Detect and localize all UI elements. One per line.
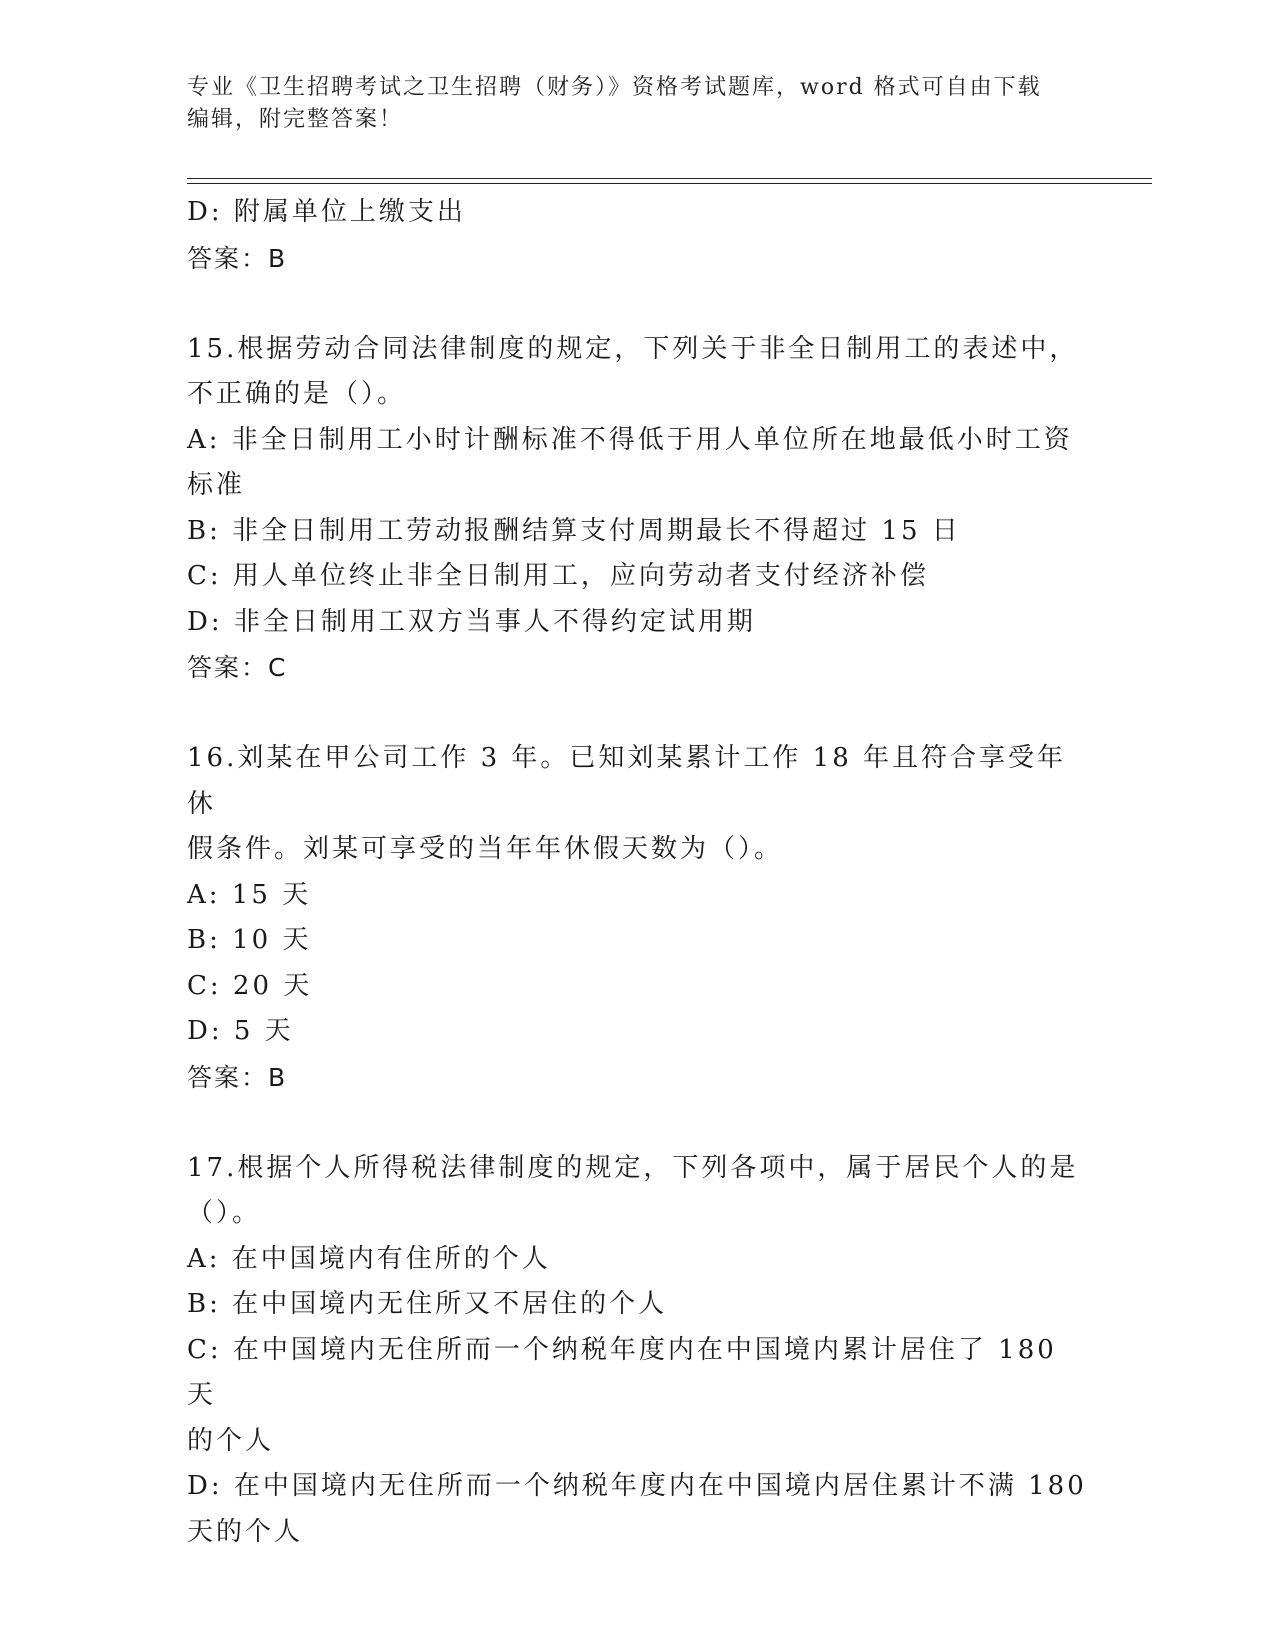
option-b: B: 10 天: [187, 925, 312, 955]
option-d-continued: 天的个人: [187, 1516, 304, 1547]
question-stem: 17.根据个人所得税法律制度的规定，下列各项中，属于居民个人的是: [187, 1152, 1079, 1183]
answer-line: 答案：B: [187, 243, 288, 273]
header-divider-top: [187, 178, 1152, 179]
previous-question-tail: [187, 190, 1087, 281]
spacer: [187, 1100, 1087, 1146]
question-stem-continued: 假条件。刘某可享受的当年年休假天数为（）。: [187, 834, 784, 864]
option-a: A: 15 天: [187, 879, 312, 910]
option-d: D: 在中国境内无住所而一个纳税年度内在中国境内居住累计不满 180: [187, 1471, 1087, 1501]
answer-line: 答案：C: [187, 653, 288, 682]
header-divider-bottom: [187, 183, 1152, 184]
option-d: D: 非全日制用工双方当事人不得约定试用期: [187, 606, 756, 637]
option-c: C: 用人单位终止非全日制用工，应向劳动者支付经济补偿: [187, 561, 929, 591]
option-c-continued: 的个人: [187, 1425, 275, 1456]
question-stem-continued: 不正确的是（）。: [187, 379, 407, 409]
question-content: [187, 190, 1087, 1555]
answer-line: 答案：B: [187, 1062, 288, 1092]
option-a-continued: 标准: [187, 470, 246, 500]
spacer: [187, 281, 1087, 327]
header-line-2: 编辑，附完整答案！: [187, 107, 404, 132]
option-a: A: 非全日制用工小时计酬标准不得低于用人单位所在地最低小时工资: [187, 424, 1073, 455]
document-header: [187, 72, 1087, 136]
option-d: D: 附属单位上缴支出: [187, 197, 466, 227]
question-16: [187, 736, 1087, 1100]
option-a: A: 在中国境内有住所的个人: [187, 1243, 551, 1274]
question-17: [187, 1146, 1087, 1556]
option-c: C: 在中国境内无住所而一个纳税年度内在中国境内累计居住了 180 天: [187, 1334, 1069, 1410]
option-d: D: 5 天: [187, 1016, 294, 1046]
spacer: [187, 691, 1087, 737]
question-stem: 15.根据劳动合同法律制度的规定，下列关于非全日制用工的表述中，: [187, 333, 1079, 364]
question-stem-continued: （）。: [187, 1198, 262, 1228]
header-line-1: 专业《卫生招聘考试之卫生招聘（财务）》资格考试题库，word 格式可自由下载: [187, 75, 1042, 100]
option-b: B: 在中国境内无住所又不居住的个人: [187, 1289, 668, 1319]
option-b: B: 非全日制用工劳动报酬结算支付周期最长不得超过 15 日: [187, 515, 961, 546]
option-c: C: 20 天: [187, 970, 313, 1001]
question-15: [187, 327, 1087, 691]
question-stem: 16.刘某在甲公司工作 3 年。已知刘某累计工作 18 年且符合享受年休: [187, 743, 1067, 819]
